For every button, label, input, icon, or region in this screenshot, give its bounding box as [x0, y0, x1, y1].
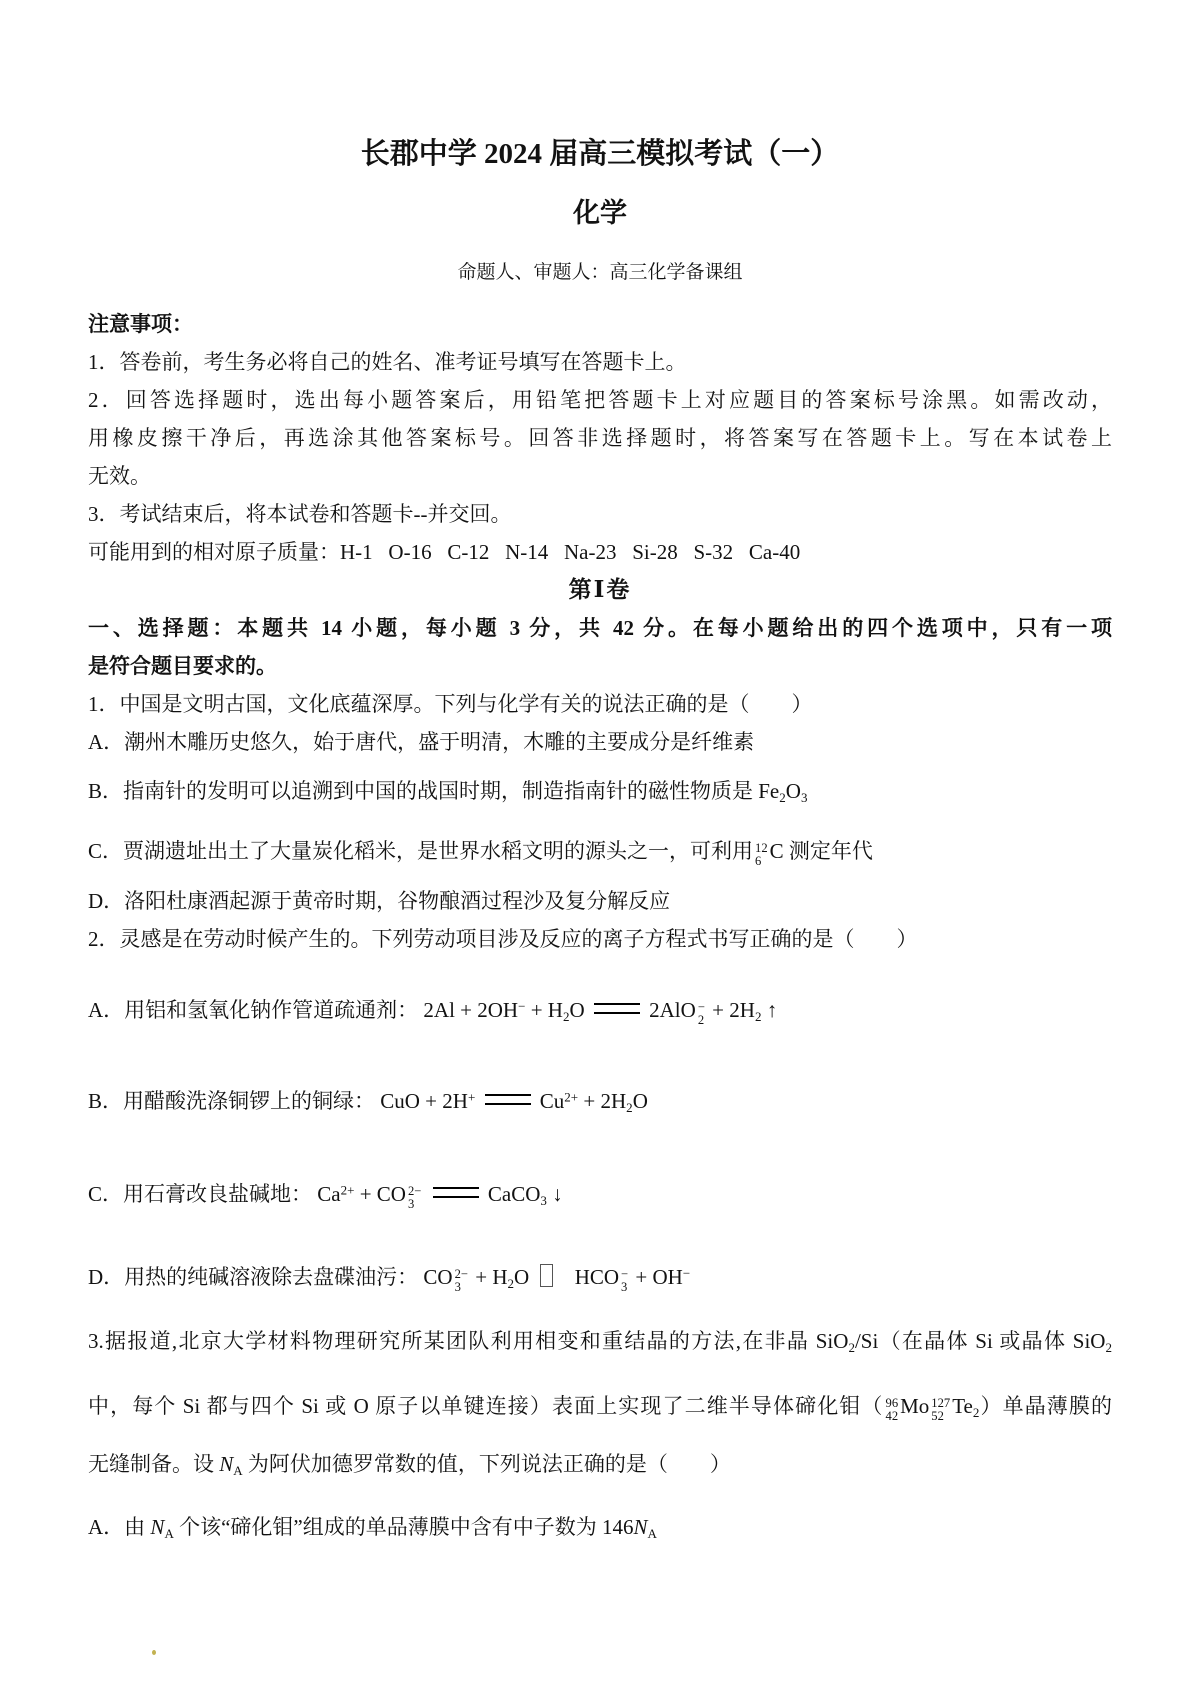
q2-option-b: B．用醋酸洗涤铜锣上的铜绿： CuO + 2H+ $Cu^{2+} + 2H_2O$	[88, 1089, 648, 1115]
scan-artifact-dot	[152, 1650, 156, 1655]
q2-option-d: D．用热的纯碱溶液除去盘碟油污： CO 2− 3 + $H_2O$ HCO − 3 + OH−	[88, 1265, 691, 1294]
atomic-masses: 可能用到的相对原子质量：H-1 O-16 C-12 N-14 Na-23 Si-28 S-32 Ca-40	[88, 540, 801, 564]
q1-option-d: D．洛阳杜康酒起源于黄帝时期，谷物酿酒过程沙及复分解反应	[88, 889, 671, 913]
notice-item-2-line2: 用橡皮擦干净后，再选涂其他答案标号。回答非选择题时，将答案写在答题卡上。写在本试卷上	[88, 426, 1112, 450]
notice-item-2-line3: 无效。	[88, 464, 151, 488]
q3-stem-line3: 无缝制备。设 $N_A$ 为阿伏加德罗常数的值，下列说法正确的是（ ）	[88, 1452, 731, 1478]
q3-stem-line2: 中，每个 Si 都与四个 Si 或 O 原子以单键连接）表面上实现了二维半导体碲化钼（ 96 42 Mo 127 52 $Te_2$）单晶薄膜的	[88, 1394, 1112, 1423]
q2-option-a: A．用铝和氢氧化钠作管道疏通剂： $2Al + 2OH^- + H_2O$ 2AlO − 2 + $2H_2$ ↑	[88, 998, 778, 1027]
notices-heading: 注意事项：	[88, 312, 193, 336]
subject-title: 化学	[573, 198, 627, 228]
q2-option-c: C．用石膏改良盐碱地： $Ca^{2+}$ + CO 2− 3 CaCO$_3$ ↓	[88, 1182, 563, 1211]
page-title: 长郡中学 2024 届高三模拟考试（一）	[360, 138, 840, 170]
q1-stem: 1．中国是文明古国，文化底蕴深厚。下列与化学有关的说法正确的是（ ）	[88, 692, 813, 716]
byline: 命题人、审题人：高三化学备课组	[457, 262, 743, 283]
q3-stem-line1: 3.据报道,北京大学材料物理研究所某团队利用相变和重结晶的方法,在非晶 SiO$_2$/Si（在晶体 Si 或晶体 SiO$_2$	[88, 1329, 1112, 1355]
notice-item-1: 1．答卷前，考生务必将自己的姓名、准考证号填写在答题卡上。	[88, 350, 687, 374]
q2-stem: 2．灵感是在劳动时候产生的。下列劳动项目涉及反应的离子方程式书写正确的是（ ）	[88, 927, 918, 951]
q1-option-b: B．指南针的发明可以追溯到中国的战国时期，制造指南针的磁性物质是 $Fe_2O_3$	[88, 779, 808, 805]
part-title: 第Ⅰ卷	[568, 577, 632, 602]
q1-option-a: A．潮州木雕历史悠久，始于唐代，盛于明清，木雕的主要成分是纤维素	[88, 730, 755, 754]
section-heading-line2: 是符合题目要求的。	[88, 654, 277, 678]
q1-option-c: C．贾湖遗址出土了大量炭化稻米，是世界水稻文明的源头之一，可利用 12 6 C 测定年代	[88, 839, 873, 868]
notice-item-3: 3．考试结束后，将本试卷和答题卡--并交回。	[88, 502, 512, 526]
q3-option-a: A．由 $N_A$ 个该“碲化钼”组成的单品薄膜中含有中子数为 $146N_A$	[88, 1515, 657, 1541]
notice-item-2-line1: 2．回答选择题时，选出每小题答案后，用铅笔把答题卡上对应题目的答案标号涂黑。如需改动，	[88, 388, 1112, 412]
section-heading-line1: 一、选择题：本题共 14 小题，每小题 3 分，共 42 分。在每小题给出的四个选项中，只有一项	[88, 616, 1112, 640]
